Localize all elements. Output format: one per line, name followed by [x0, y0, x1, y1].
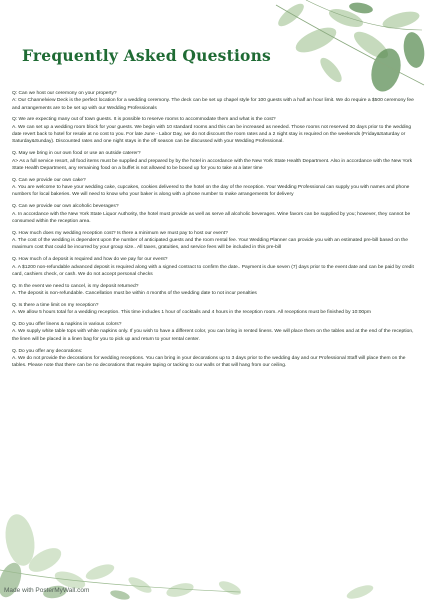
- faq-item: [12, 150, 418, 172]
- faq-item: [12, 177, 418, 199]
- faq-question: Q. May we bring in our own food or use an outside caterer?: [12, 151, 141, 157]
- faq-item: [12, 116, 418, 145]
- faq-item: [12, 256, 418, 278]
- faq-answer: A. We do not provide the decorations for wedding receptions. You can bring in your decorations up to 3 days prior to the wedding day and our Professional Staff will place them on the tables. Please note that there can be no decorations that require taping or tacking to our walls or that will hang from our ceiling.: [12, 355, 406, 369]
- faq-question: Q. Do you offer linens & napkins in various colors?: [12, 322, 122, 328]
- faq-question: Q. Can we provide our own cake?: [12, 177, 86, 183]
- faq-answer: A. The deposit is non-refundable. Cancellation must be within 4 months of the wedding date to not incur penalties: [12, 290, 257, 296]
- faq-answer: A. We allow 5 hours total for a wedding reception. This time includes 1 hour of cocktails and 4 hours in the reception room. All receptions must be finished by 10:00pm: [12, 310, 371, 316]
- faq-question: Q. Is there a time limit on my reception?: [12, 302, 99, 308]
- faq-list: [12, 90, 418, 374]
- faq-answer: A. A $1200 non-refundable advanced deposit is required along with a signed contract to confirm the date.. Payment is due seven (7) days prior to the event date and can be paid by credit card, cashiers check, or cash. We do not accept personal checks: [12, 264, 414, 277]
- faq-answer: A. In accordance with the New York State Liquor Authority, the hotel must provide as well as serve all alcoholic beverages. Wine favors can be supplied by you; however, they cannot be consumed within the reception area.: [12, 211, 411, 224]
- faq-answer: A> As a full service resort, all food items must be supplied and prepared by by the hotel in accordance with the New York State Health Department. Also in accordance with the New York State Health Department, any remaining food on a buffet is not allowed to be boxed up for you to take at a later time: [12, 158, 413, 171]
- faq-question: Q: Can we host our ceremony on your property?: [12, 91, 117, 96]
- faq-answer: A: Our Channelview Deck is the perfect location for a wedding ceremony. The deck can be set up chapel style for 100 guests with a half an hour limit. We do require a $500 ceremony fee and arrangements are to be set up with our Wedding Professionals: [12, 98, 414, 111]
- faq-question: Q. Can we provide our own alcoholic beverages?: [12, 204, 119, 210]
- credit-text: Made with PosterMyWall.com: [4, 587, 90, 594]
- faq-answer: A. We supply white table tops with white napkins only. If you wish to have a different color, you can bring in rented linens. We will place them on the tables and at the end of the reception, the linen will be placed in a linen bag for you to pick up and return to your rental center.: [12, 329, 414, 342]
- faq-item: [12, 203, 418, 225]
- page-title: Frequently Asked Questions: [22, 46, 271, 65]
- faq-item: [12, 302, 418, 317]
- faq-question: Q. Do you offer any decorations:: [12, 348, 83, 354]
- faq-item: [12, 283, 418, 298]
- faq-question: Q: We are expecting many out of town guests. It is possible to reserve rooms to accommodate them and what is the cost?: [12, 117, 276, 123]
- faq-answer: A. We can set up a wedding room block for your guests. We begin with 10 standard rooms and this can be increased as needed. Those rooms not reserved 30 days prior to the wedding date revert back to hotel for resale at no cost to you. For late June - Labor Day, we do not discount the room rates and a 2 night stay is required on the weekends (Friday&Saturday or Saturday&Sunday). Discounted rates and one night stays in the off season can be discussed with your Wedding Professional.: [12, 124, 412, 145]
- faq-item: [12, 321, 418, 343]
- faq-question: Q. In the event we need to cancel, is my deposit returned?: [12, 283, 139, 289]
- faq-question: Q. How much does my wedding reception cost? Is there a minimum we must pay to host our event?: [12, 230, 228, 236]
- faq-answer: A. You are welcome to have your wedding cake, cupcakes, cookies delivered to the hotel on the day of the reception. Your Wedding Professional can supply you with names and phone numbers for local bakeries. We will need to know who your baker is along with a phone number to make arrangements for delivery: [12, 185, 410, 198]
- faq-question: Q. How much of a deposit is required and how do we pay for our event?: [12, 257, 168, 263]
- faq-item: [12, 348, 418, 370]
- faq-answer: A. The cost of the wedding is dependent upon the number of anticipated guests and the room rental fee. Your Wedding Planner can provide you with an estimated pre-bill based on the maximum cost that could be incurred by your group size.. All taxes, gratuities, and service fees will be included in this pre-bill: [12, 238, 408, 251]
- faq-item: [12, 230, 418, 252]
- faq-item: [12, 90, 418, 112]
